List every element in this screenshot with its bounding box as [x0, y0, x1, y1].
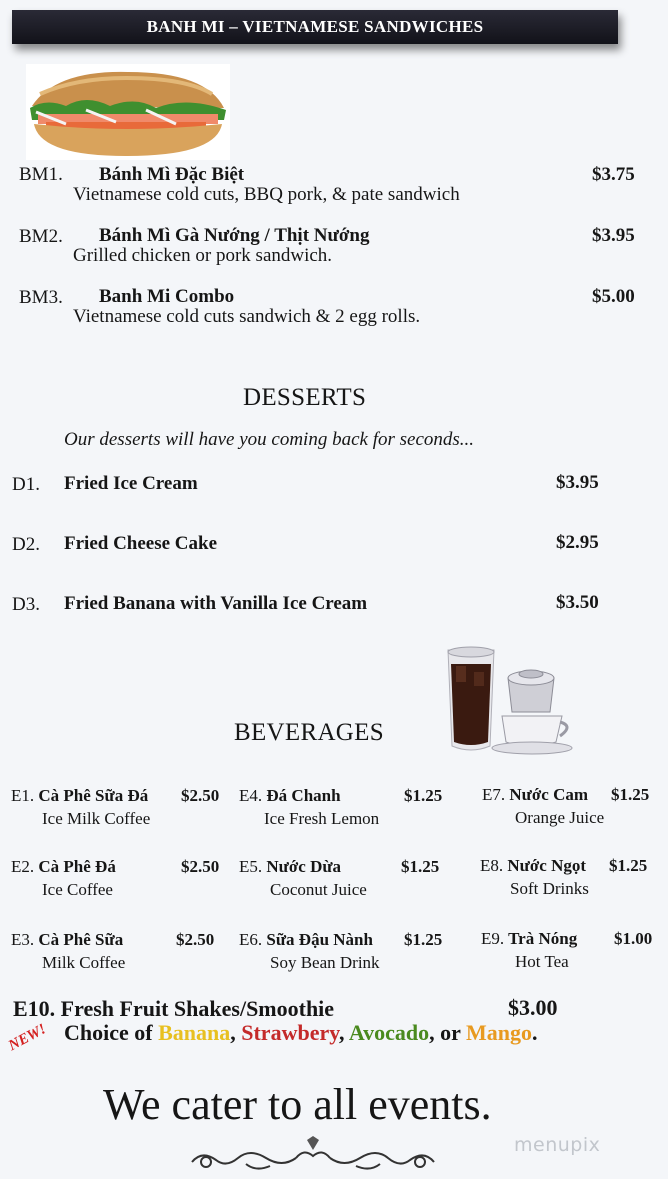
e1-price: $2.50	[181, 786, 220, 805]
banh-mi-image	[26, 64, 230, 160]
new-badge: NEW!	[6, 1021, 49, 1055]
e2-name: E2. Cà Phê Đá	[11, 857, 116, 876]
e1-name: E1. Cà Phê Sữa Đá	[11, 786, 149, 805]
d1-price: $3.95	[556, 472, 599, 493]
e1-desc: Ice Milk Coffee	[42, 809, 151, 828]
e6-price: $1.25	[404, 930, 443, 949]
ornament-divider	[186, 1134, 440, 1174]
d2-code: D2.	[12, 534, 40, 555]
desserts-tagline: Our desserts will have you coming back for seconds...	[64, 429, 475, 450]
flavor-mango: Mango	[465, 1020, 532, 1045]
d3-name: Fried Banana with Vanilla Ice Cream	[64, 593, 368, 614]
banner-title: BANH MI – VIETNAMESE SANDWICHES	[146, 17, 484, 36]
d2-name: Fried Cheese Cake	[64, 533, 218, 554]
bm2-code: BM2.	[19, 226, 63, 247]
e10-price: $3.00	[508, 995, 558, 1020]
e2-desc: Ice Coffee	[42, 880, 113, 899]
section-banner	[12, 10, 618, 44]
e7-desc: Orange Juice	[515, 808, 605, 827]
bm1-name: Bánh Mì Đặc Biệt	[99, 164, 245, 185]
menupix-watermark: menupix	[514, 1134, 601, 1156]
e6-name: E6. Sữa Đậu Nành	[239, 930, 373, 949]
desserts-heading: DESSERTS	[243, 384, 367, 411]
e9-price: $1.00	[614, 929, 653, 948]
e4-desc: Ice Fresh Lemon	[264, 809, 380, 828]
bm2-desc: Grilled chicken or pork sandwich.	[73, 245, 333, 266]
flavor-strawbery: Strawbery	[241, 1020, 340, 1045]
bm2-price: $3.95	[592, 225, 635, 246]
d3-price: $3.50	[556, 592, 599, 613]
bm3-name: Banh Mi Combo	[99, 286, 235, 307]
e10-choices: Choice of Banana, Strawbery, Avocado, or Mango.	[64, 1020, 538, 1045]
bm3-code: BM3.	[19, 287, 63, 308]
e9-desc: Hot Tea	[515, 952, 569, 971]
cater-tagline: We cater to all events.	[103, 1080, 492, 1129]
e3-desc: Milk Coffee	[42, 953, 126, 972]
e5-desc: Coconut Juice	[270, 880, 367, 899]
e5-price: $1.25	[401, 857, 440, 876]
bm1-price: $3.75	[592, 164, 635, 185]
e4-price: $1.25	[404, 786, 443, 805]
coffee-image	[444, 642, 576, 760]
bm2-name: Bánh Mì Gà Nướng / Thịt Nướng	[99, 225, 370, 246]
e10-title: E10. Fresh Fruit Shakes/Smoothie	[13, 996, 335, 1021]
bm3-price: $5.00	[592, 286, 635, 307]
e6-desc: Soy Bean Drink	[270, 953, 380, 972]
flavor-avocado: Avocado	[348, 1020, 430, 1045]
d1-code: D1.	[12, 474, 40, 495]
d2-price: $2.95	[556, 532, 599, 553]
e3-price: $2.50	[176, 930, 215, 949]
beverages-heading: BEVERAGES	[234, 719, 384, 746]
e2-price: $2.50	[181, 857, 220, 876]
bm1-desc: Vietnamese cold cuts, BBQ pork, & pate sandwich	[73, 184, 460, 205]
e3-name: E3. Cà Phê Sữa	[11, 930, 124, 949]
e9-name: E9. Trà Nóng	[481, 929, 578, 948]
d1-name: Fried Ice Cream	[64, 473, 198, 494]
e7-price: $1.25	[611, 785, 650, 804]
e8-desc: Soft Drinks	[510, 879, 589, 898]
flavor-banana: Banana	[158, 1020, 231, 1045]
e8-name: E8. Nước Ngọt	[480, 856, 587, 875]
e8-price: $1.25	[609, 856, 648, 875]
e5-name: E5. Nước Dừa	[239, 857, 342, 876]
bm3-desc: Vietnamese cold cuts sandwich & 2 egg rolls.	[73, 306, 421, 327]
e7-name: E7. Nước Cam	[482, 785, 589, 804]
e4-name: E4. Đá Chanh	[239, 786, 341, 805]
bm1-code: BM1.	[19, 164, 63, 185]
d3-code: D3.	[12, 594, 40, 615]
